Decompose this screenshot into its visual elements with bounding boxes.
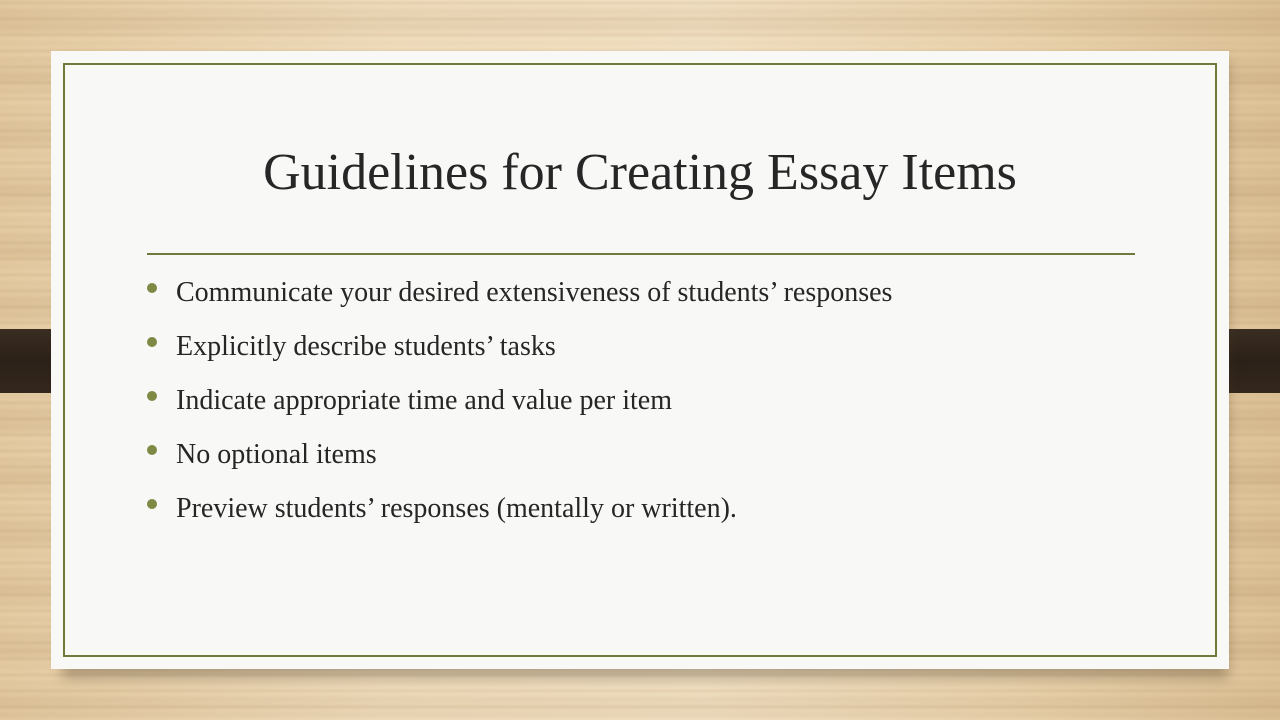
bullet-text: No optional items — [176, 439, 377, 470]
bullet-text: Indicate appropriate time and value per item — [176, 385, 673, 416]
bullet-icon — [147, 283, 157, 293]
bullet-icon — [147, 391, 157, 401]
bullet-text: Communicate your desired extensiveness of students’ responses — [176, 277, 893, 308]
slide-title: Guidelines for Creating Essay Items — [263, 144, 1017, 201]
bullet-icon — [147, 337, 157, 347]
bullet-icon — [147, 445, 157, 455]
slide-card — [51, 51, 1229, 669]
title-divider — [147, 253, 1135, 255]
bullet-icon — [147, 499, 157, 509]
bullet-text: Preview students’ responses (mentally or written). — [176, 493, 737, 524]
bullet-text: Explicitly describe students’ tasks — [176, 331, 556, 362]
